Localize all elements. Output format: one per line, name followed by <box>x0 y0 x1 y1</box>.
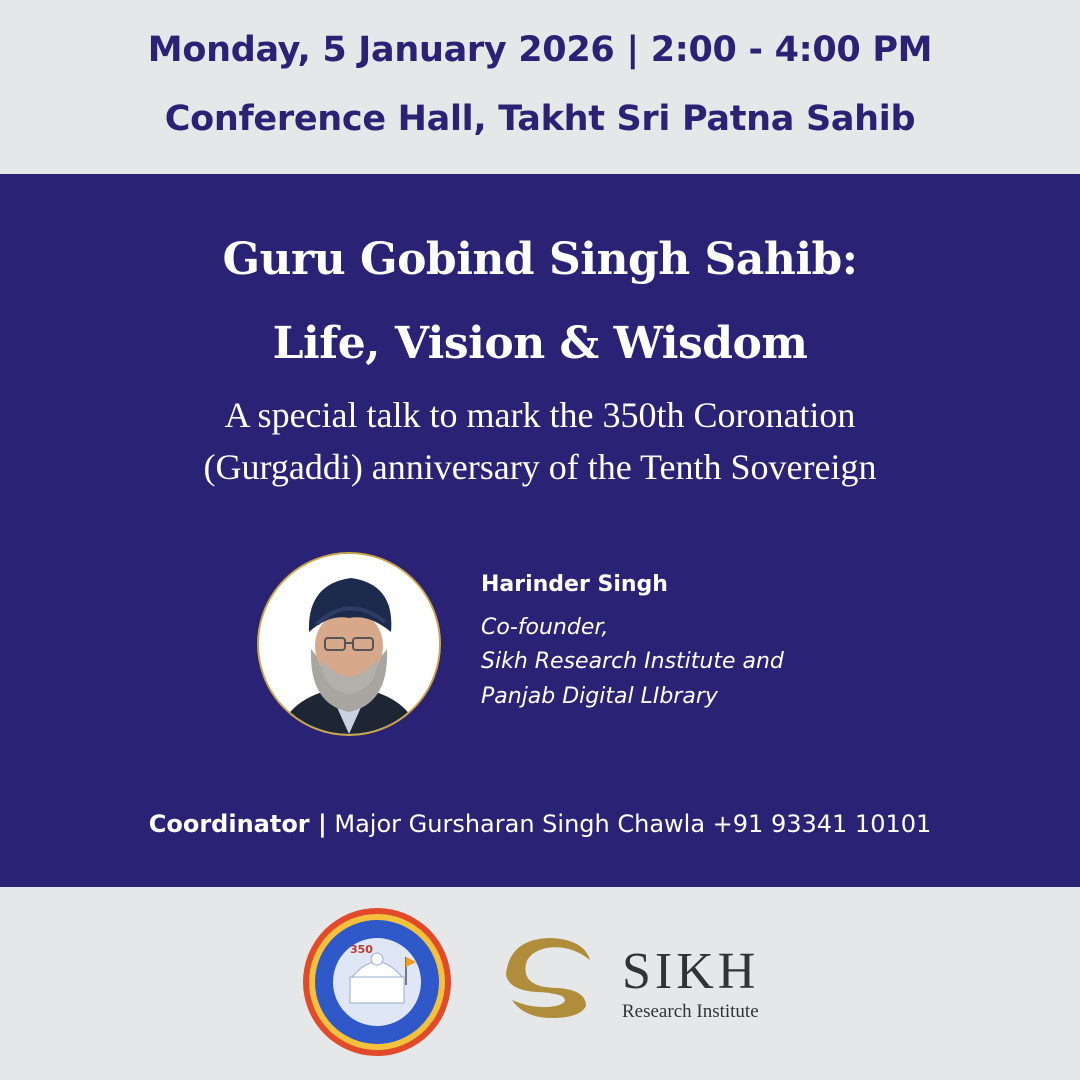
coordinator-label: Coordinator | <box>148 810 327 838</box>
event-title-line-2: Life, Vision & Wisdom <box>272 318 808 369</box>
sri-logo-wordmark: SIKH <box>622 943 760 1000</box>
event-header <box>0 0 1080 174</box>
sri-logo-mark <box>500 934 592 1020</box>
speaker-name: Harinder Singh <box>481 572 668 597</box>
speaker-role-line-1: Co-founder, <box>481 615 609 640</box>
event-venue: Conference Hall, Takht Sri Patna Sahib <box>164 99 916 139</box>
speaker-photo <box>257 552 441 736</box>
event-title-line-1: Guru Gobind Singh Sahib: <box>222 234 858 285</box>
sri-logo-subtitle: Research Institute <box>622 1001 759 1022</box>
seal-number: 350 <box>350 943 373 956</box>
speaker-role-line-2: Sikh Research Institute and <box>481 649 784 674</box>
coordinator-value: Major Gursharan Singh Chawla +91 93341 10101 <box>326 810 932 838</box>
event-subtitle-line-1: A special talk to mark the 350th Coronation <box>224 395 856 435</box>
event-subtitle-line-2: (Gurgaddi) anniversary of the Tenth Sovereign <box>203 447 877 487</box>
speaker-role-line-3: Panjab Digital LIbrary <box>481 684 718 709</box>
speaker-portrait-icon <box>259 554 439 734</box>
takht-seal-logo <box>302 907 452 1057</box>
logo-footer <box>0 887 1080 1080</box>
event-datetime: Monday, 5 January 2026 | 2:00 - 4:00 PM <box>147 30 933 70</box>
coordinator-line <box>0 810 1080 838</box>
seal-icon <box>302 907 452 1057</box>
sri-swirl-icon <box>500 934 592 1020</box>
event-main-band <box>0 174 1080 887</box>
